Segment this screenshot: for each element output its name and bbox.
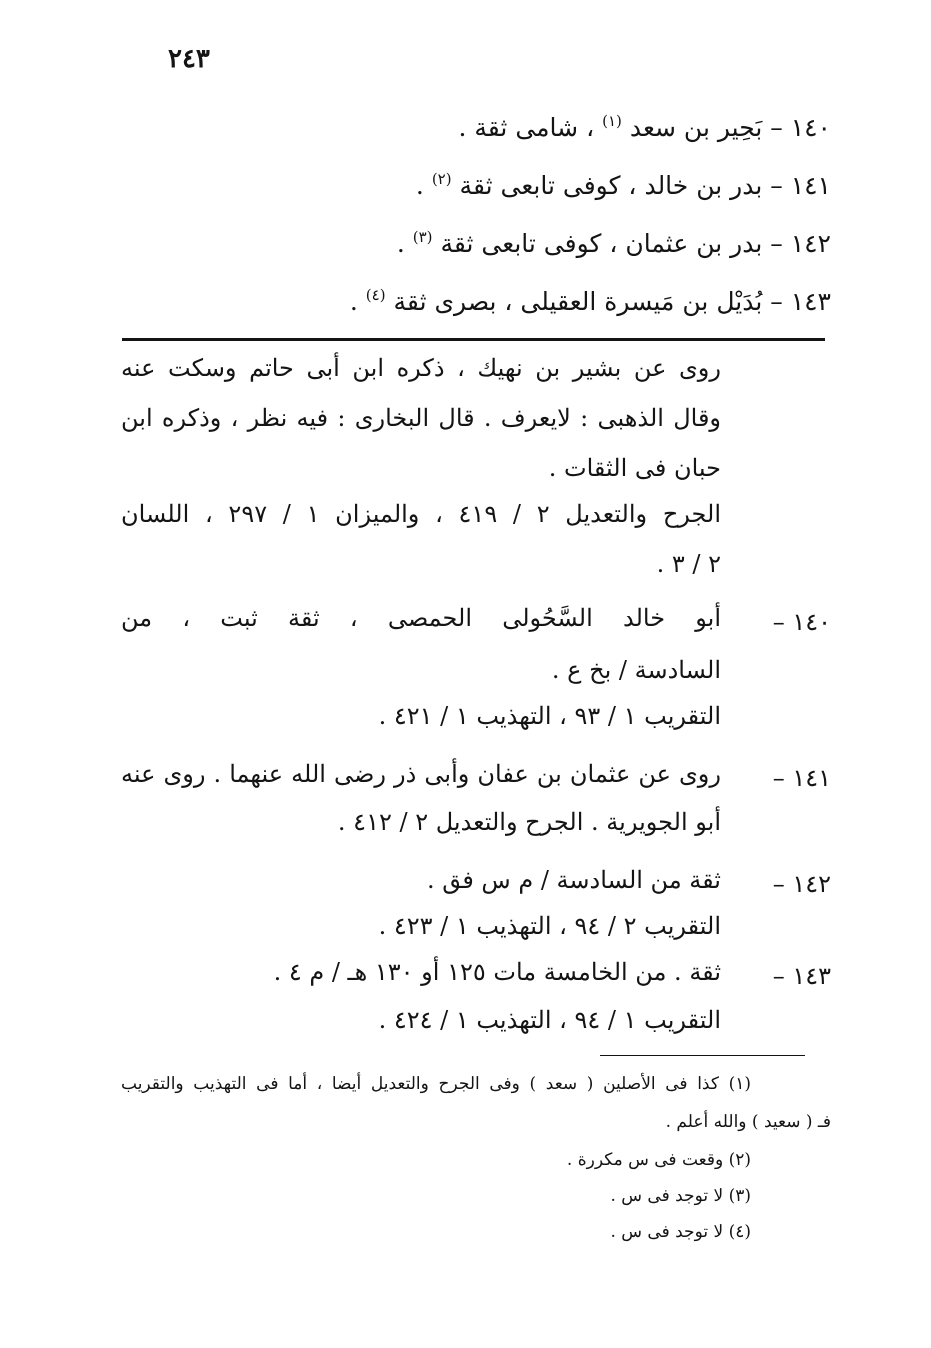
commentary-line: الجرح والتعديل ٢ / ٤١٩ ، والميزان ١ / ٢٩٧ ، اللسان: [121, 500, 722, 528]
commentary-line: أبو خالد السَّحُولى الحمصى ، ثقة ثبت ، من: [121, 604, 721, 632]
entry-text: بدر بن عثمان ، كوفى تابعى ثقة: [440, 229, 763, 258]
entry-number: ١٤١: [790, 171, 831, 200]
commentary-line: ٢ / ٣ .: [656, 550, 721, 578]
entry-dash: –: [770, 229, 783, 258]
note-number-141: ١٤١ –: [772, 764, 831, 792]
entry-tail: ، شامى ثقة .: [458, 113, 595, 142]
footnote-marker: (٤): [365, 286, 386, 304]
commentary-line: التقريب ١ / ٩٣ ، التهذيب ١ / ٤٢١ .: [378, 702, 721, 730]
commentary-line: السادسة / بخ ع .: [551, 656, 721, 684]
commentary-line: التقريب ٢ / ٩٤ ، التهذيب ١ / ٤٢٣ .: [378, 912, 721, 940]
entry-tail: .: [349, 287, 358, 316]
commentary-line: أبو الجويرية . الجرح والتعديل ٢ / ٤١٢ .: [337, 808, 721, 836]
entry-number: ١٤٠: [790, 113, 831, 142]
commentary-line: ثقة من السادسة / م س فق .: [427, 866, 721, 894]
entry-tail: .: [396, 229, 405, 258]
note-number-142: ١٤٢ –: [772, 870, 831, 898]
commentary-line: حبان فى الثقات .: [548, 454, 721, 482]
entry-dash: –: [770, 113, 783, 142]
footnote-divider: [600, 1055, 805, 1056]
entry-dash: –: [770, 171, 783, 200]
entry-text: بدر بن خالد ، كوفى تابعى ثقة: [459, 171, 763, 200]
entry-141: [416, 170, 831, 200]
entry-dash: –: [770, 287, 783, 316]
footnote-marker: (٢): [431, 170, 452, 188]
entry-143: [350, 286, 831, 316]
footnote-marker: (٣): [412, 228, 433, 246]
commentary-line: ثقة . من الخامسة مات ١٢٥ أو ١٣٠ هـ / م ٤ .: [273, 958, 721, 986]
entry-140: [458, 112, 831, 142]
entry-tail: .: [415, 171, 424, 200]
note-number-143: ١٤٣ –: [772, 962, 831, 990]
page-number: ٢٤٣: [168, 44, 210, 74]
footnote-line: (٤) لا توجد فى س .: [610, 1222, 751, 1242]
note-number-140: ١٤٠ –: [772, 608, 831, 636]
commentary-line: وقال الذهبى : لايعرف . قال البخارى : فيه نظر ، وذكره ابن: [121, 404, 721, 432]
commentary-line: روى عن بشير بن نهيك ، ذكره ابن أبى حاتم وسكت عنه: [121, 354, 721, 382]
footnote-line: فـ ( سعيد ) والله أعلم .: [665, 1112, 831, 1132]
entry-142: [397, 228, 831, 258]
entry-text: بَحِير بن سعد: [629, 113, 763, 142]
entry-text: بُدَيْل بن مَيسرة العقيلى ، بصرى ثقة: [393, 287, 763, 316]
main-divider: [122, 338, 825, 341]
entry-number: ١٤٣: [790, 287, 831, 316]
entry-number: ١٤٢: [790, 229, 831, 258]
footnote-line: (١) كذا فى الأصلين ( سعد ) وفى الجرح والتعديل أيضا ، أما فى التهذيب والتقريب: [121, 1074, 751, 1094]
footnote-line: (٣) لا توجد فى س .: [610, 1186, 751, 1206]
commentary-line: التقريب ١ / ٩٤ ، التهذيب ١ / ٤٢٤ .: [378, 1006, 721, 1034]
footnote-line: (٢) وقعت فى س مكررة .: [566, 1150, 751, 1170]
commentary-line: روى عن عثمان بن عفان وأبى ذر رضى الله عنهما . روى عنه: [121, 760, 721, 788]
footnote-marker: (١): [602, 112, 622, 130]
